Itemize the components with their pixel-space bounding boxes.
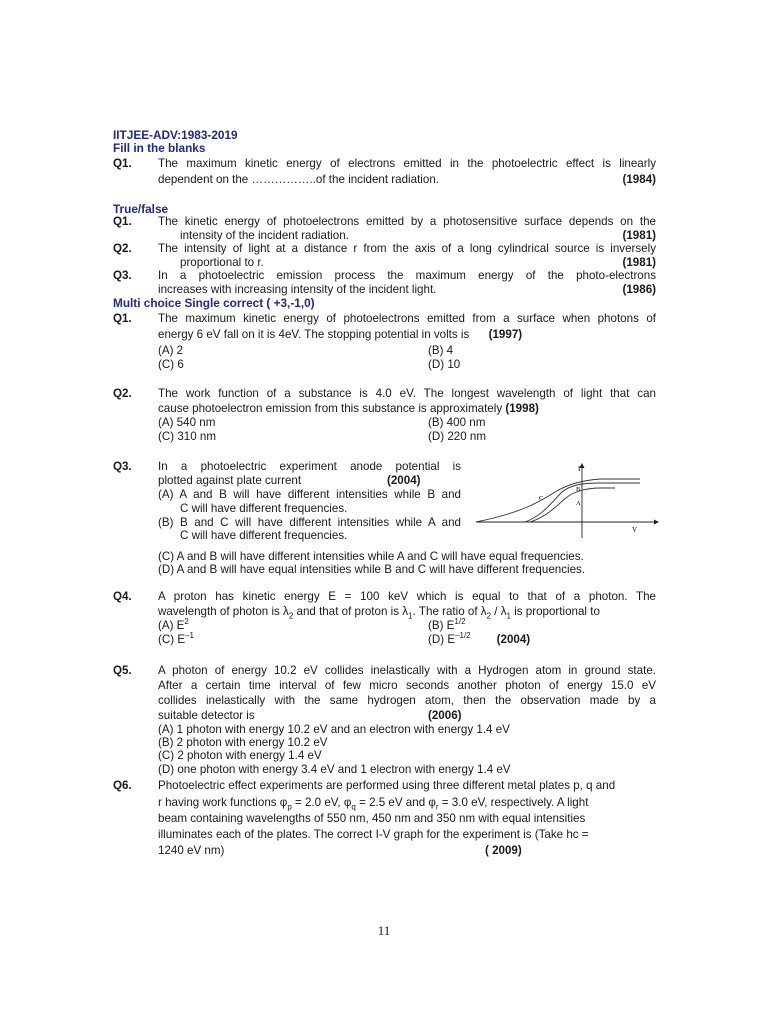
question-text: 1240 eV nm) (158, 844, 225, 857)
question-text: collides inelastically with the same hydrogen atom, then the observation made by a (158, 694, 656, 707)
question-number: Q2. (113, 242, 132, 255)
section-mcq: Multi choice Single correct ( +3,-1,0) (113, 296, 315, 310)
subscript: p (287, 802, 292, 812)
question-year: (1981) (622, 229, 656, 242)
section-true-false: True/false (113, 202, 169, 216)
question-text (158, 402, 656, 415)
question-text: intensity of the incident radiation. (180, 229, 349, 242)
text-part: = 2.5 eV and φ (355, 796, 436, 809)
option-d: (D) A and B will have equal intensities while B and C will have different frequencies. (158, 563, 586, 576)
subscript: r (435, 802, 439, 812)
iv-graph (470, 458, 662, 540)
option-a: (A) 1 photon with energy 10.2 eV and an electron with energy 1.4 eV (158, 723, 510, 736)
question-year: (1986) (622, 283, 656, 296)
question-text: After a certain time interval of few micro seconds another photon of energy 15.0 eV (158, 679, 656, 692)
curve-c (476, 479, 640, 522)
page-number: 11 (377, 923, 391, 938)
question-text (158, 709, 656, 722)
question-number: Q1. (113, 157, 132, 170)
question-text: The maximum kinetic energy of electrons emitted in the photoelectric effect is linearly (158, 157, 656, 170)
option-d (428, 633, 530, 646)
question-text (158, 796, 656, 812)
question-number: Q6. (113, 779, 132, 792)
question-text: illuminates each of the plates. The correct I-V graph for the experiment is (Take hc = (158, 828, 589, 841)
question-year: (2004) (496, 633, 531, 646)
question-number: Q1. (113, 312, 132, 325)
question-text: In a photoelectric experiment anode potential is (158, 460, 461, 473)
question-number: Q5. (113, 664, 132, 677)
x-axis-label: V (632, 526, 638, 534)
question-text-part: suitable detector is (158, 709, 255, 722)
subscript: 1 (408, 611, 413, 621)
question-text (158, 328, 656, 341)
question-text: proportional to r. (180, 256, 264, 269)
question-number: Q3. (113, 269, 132, 282)
text-part: is proportional to (510, 605, 600, 618)
option-b: (B) 4 (428, 344, 454, 357)
option-d: (D) 220 nm (428, 430, 486, 443)
subscript: 2 (288, 611, 294, 621)
option-a (158, 619, 189, 632)
option-b (428, 619, 466, 632)
text-part: . The ratio of λ (412, 605, 487, 618)
option-d: (D) one photon with energy 3.4 eV and 1 electron with energy 1.4 eV (158, 763, 511, 776)
question-text: The kinetic energy of photoelectrons emitted by a photosensitive surface depends on the (158, 215, 656, 228)
option-a: (A) 540 nm (158, 416, 216, 429)
doc-title: IITJEE-ADV:1983-2019 (113, 128, 238, 142)
question-number: Q4. (113, 590, 132, 603)
option-b: (B) 400 nm (428, 416, 486, 429)
option-b: (B) 2 photon with energy 10.2 eV (158, 736, 328, 749)
subscript: q (351, 802, 356, 812)
subscript: 2 (486, 611, 492, 621)
question-text: The intensity of light at a distance r from the axis of a long cylindrical source is inversely (158, 242, 656, 255)
curve-c-label: C (539, 495, 544, 502)
question-number: Q3. (113, 460, 132, 473)
option-b: (B) B and C will have different intensities while A and (158, 516, 461, 529)
option-text: (A) E (158, 619, 185, 632)
question-year: (2004) (387, 474, 421, 487)
question-year: (1998) (505, 402, 539, 415)
superscript: –1 (185, 631, 194, 641)
question-text-part: cause photoelectron emission from this substance is approximately (158, 402, 503, 415)
question-year: (1981) (622, 256, 656, 269)
question-text-part: plotted against plate current (158, 474, 302, 487)
text-part: and that of proton is λ (293, 605, 409, 618)
question-number: Q1. (113, 215, 132, 228)
question-text: dependent on the ……………..of the incident radiation. (158, 173, 439, 186)
option-text: (B) E (428, 619, 455, 632)
option-c: (C) A and B will have different intensities while A and C will have equal frequencies. (158, 550, 584, 563)
curve-b-label: B (576, 486, 581, 493)
section-fill-blanks: Fill in the blanks (113, 141, 206, 155)
question-year: (1984) (622, 173, 656, 186)
question-text: In a photoelectric emission process the maximum energy of the photo-electrons (158, 269, 656, 282)
superscript: 1/2 (454, 617, 466, 627)
question-text: increases with increasing intensity of the incident light. (158, 283, 437, 296)
x-arrow-icon (654, 520, 659, 525)
option-c: (C) 6 (158, 358, 184, 371)
superscript: 2 (184, 617, 189, 627)
subscript: 1 (506, 611, 511, 621)
text-part: wavelength of photon is λ (158, 605, 289, 618)
question-text-part: energy 6 eV fall on it is 4eV. The stopping potential in volts is (158, 328, 470, 341)
question-year: ( 2009) (485, 844, 522, 857)
text-part: = 2.0 eV, φ (291, 796, 352, 809)
text-part: = 3.0 eV, respectively. A light (438, 796, 589, 809)
question-text: The work function of a substance is 4.0 eV. The longest wavelength of light that can (158, 387, 656, 400)
option-d: (D) 10 (428, 358, 461, 371)
question-text: A photon of energy 10.2 eV collides inelastically with a Hydrogen atom in ground state. (158, 664, 656, 677)
question-text (158, 605, 656, 621)
option-b-cont: C will have different frequencies. (180, 529, 348, 542)
text-part: r having work functions φ (158, 796, 288, 809)
curve-a-label: A (576, 500, 581, 507)
question-text: The maximum kinetic energy of photoelectrons emitted from a surface when photons of (158, 312, 656, 325)
superscript: –1/2 (455, 631, 471, 641)
text-part: / λ (491, 605, 507, 618)
question-text: Photoelectric effect experiments are performed using three different metal plates p, q and (158, 779, 616, 792)
option-text: (D) E (428, 633, 456, 646)
option-a: (A) A and B will have different intensities while B and (158, 488, 461, 501)
question-number: Q2. (113, 387, 132, 400)
y-axis-label: I (578, 465, 581, 473)
curve-a (530, 488, 615, 522)
option-text: (C) E (158, 633, 186, 646)
question-text: beam containing wavelengths of 550 nm, 450 nm and 350 nm with equal intensities (158, 812, 586, 825)
question-text: A proton has kinetic energy E = 100 keV which is equal to that of a photon. The (158, 590, 656, 603)
option-a-cont: C will have different frequencies. (180, 502, 348, 515)
question-year: (2006) (428, 709, 462, 722)
option-c: (C) 2 photon with energy 1.4 eV (158, 749, 322, 762)
question-year: (1997) (488, 328, 523, 341)
option-c: (C) 310 nm (158, 430, 216, 443)
option-a: (A) 2 (158, 344, 184, 357)
option-c (158, 633, 194, 646)
